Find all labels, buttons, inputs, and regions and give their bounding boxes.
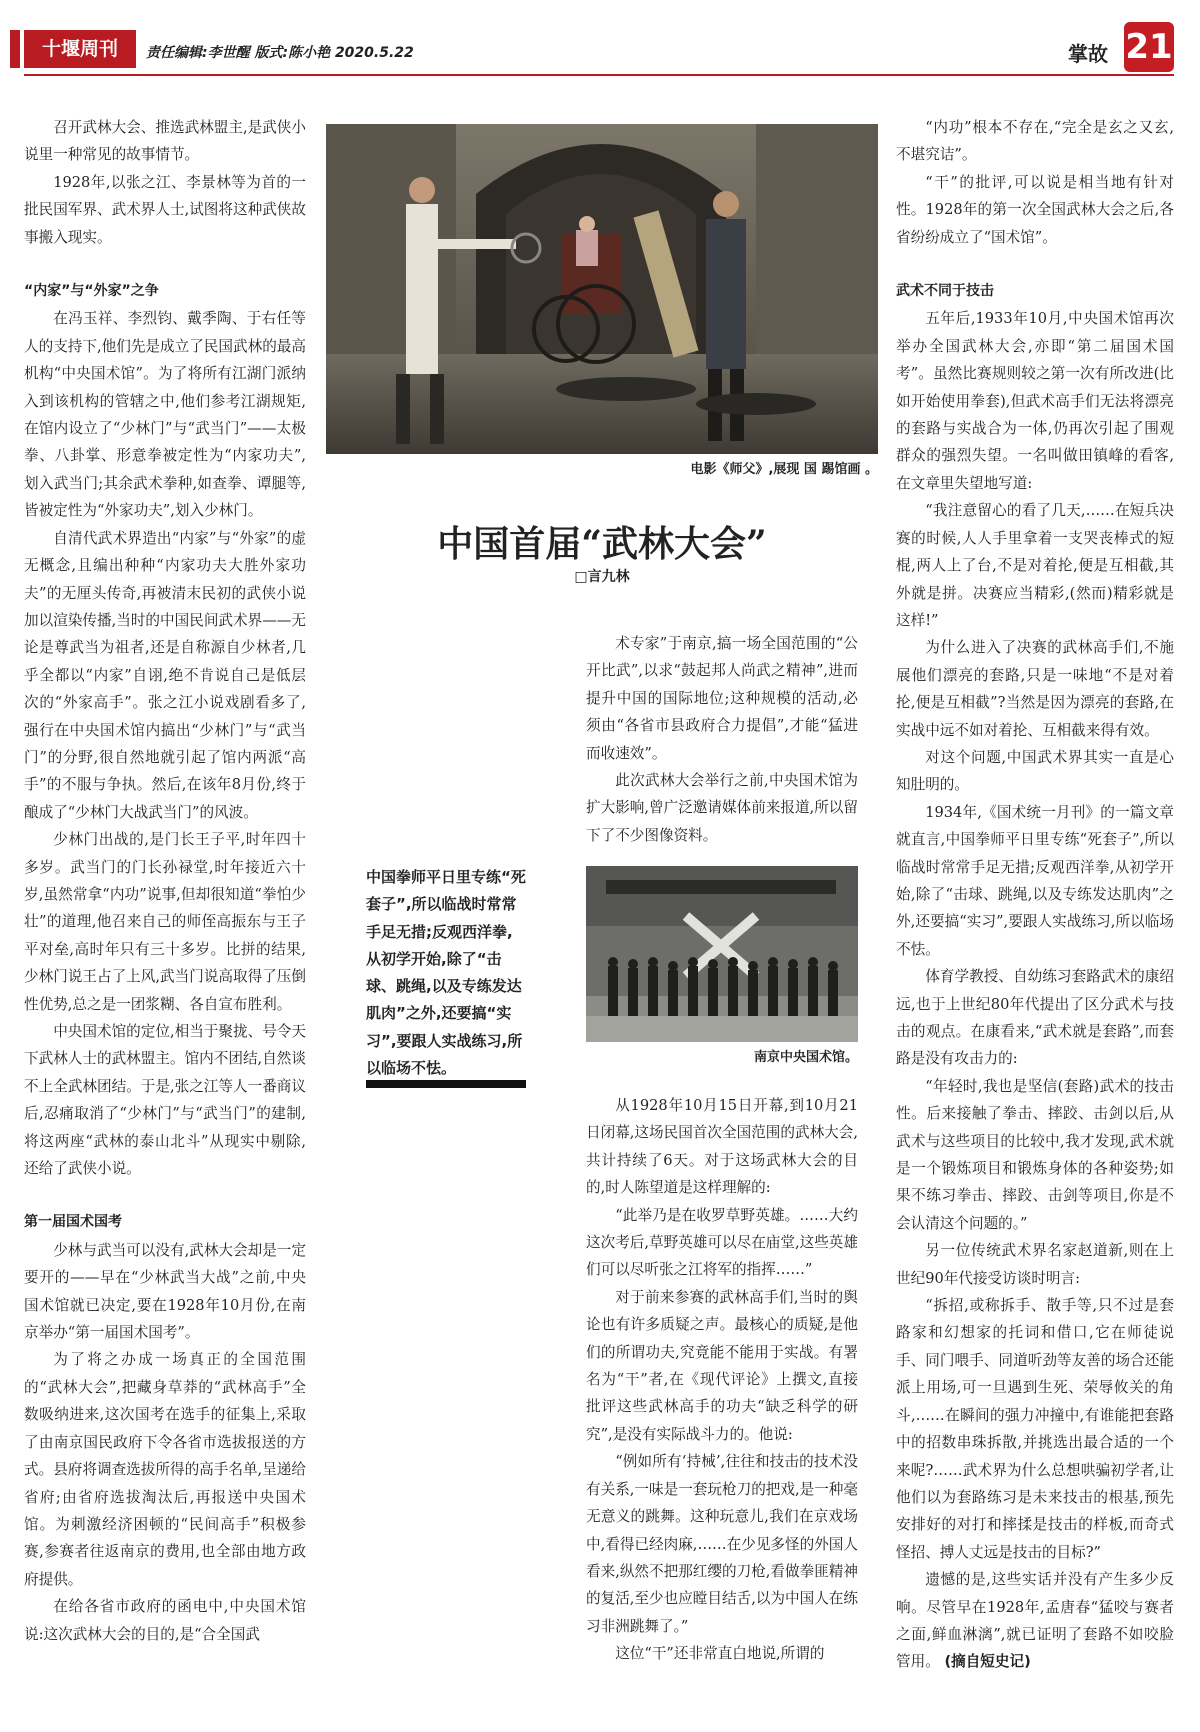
paragraph: 1934年,《国术统一月刊》的一篇文章就直言,中国拳师平日里专练“死套子”,所以临战时常常手足无措;反观西洋拳,从初学开始,除了“击球、跳绳,以及专练发达肌肉”之外,还要搞“实习”,要跟人实战练习,所以临场不怯。 — [896, 803, 1174, 958]
pull-quote: 中国拳师平日里专练“死套子”,所以临战时常常手足无措;反观西洋拳,从初学开始,除了“击球、跳绳,以及专练发达肌肉”之外,还要搞“实习”,要跟人实战练习,所以临场不怯。 — [366, 868, 526, 1078]
masthead-logo — [24, 30, 136, 68]
paragraph: 术专家”于南京,搞一场全国范围的“公开比武”,以求“鼓起邦人尚武之精神”,进而提升中国的国际地位;这种规模的活动,必须由“各省市县政府合力提倡”,才能“猛进而收速效”。 — [586, 635, 858, 762]
photo-caption: 电影《师父》,展现 国 踢馆画 。 — [690, 462, 878, 477]
photo-caption: 南京中央国术馆。 — [753, 1050, 858, 1065]
page-number: 21 — [1124, 22, 1174, 72]
paragraph: “例如所有‘持械’,往往和技击的技术没有关系,一味是一套玩枪刀的把戏,是一种毫无意义的跳舞。这种玩意儿,我们在京戏场中,看得已经肉麻,……在少见多怪的外国人看来,纵然不把那红缨的刀枪,看做拳匪精神的复活,至少也应瞠目结舌,以为中国人在练习非洲跳舞了。” — [586, 1453, 858, 1635]
article-column-3 — [896, 114, 1174, 1676]
subheading: “内家”与“外家”之争 — [24, 283, 159, 300]
article-column-1 — [24, 114, 306, 1648]
paragraph: 1928年,以张之江、李景林等为首的一批民国军界、武术界人士,试图将这种武侠故事搬入现实。 — [24, 173, 306, 246]
paragraph: 对于前来参赛的武林高手们,当时的舆论也有许多质疑之声。最核心的质疑,是他们的所谓功夫,究竟能不能用于实战。有署名为“干”者,在《现代评论》上撰文,直接批评这些武林高手的功夫“缺乏科学的研究”,是没有实际战斗力的。他说: — [586, 1288, 858, 1443]
paragraph — [896, 1566, 1174, 1676]
subheading: 武术不同于技击 — [896, 283, 994, 300]
paragraph: 中央国术馆的定位,相当于聚拢、号令天下武林人士的武林盟主。馆内不团结,自然谈不上全武林团结。于是,张之江等人一番商议后,忍痛取消了“少林门”与“武当门”的建制,将这两座“武林的泰山北斗”从现实中剔除,还给了武侠小说。 — [24, 1023, 306, 1178]
paragraph: 在给各省市政府的函电中,中央国术馆说:这次武林大会的目的,是“合全国武 — [24, 1598, 306, 1643]
historical-photo — [586, 866, 858, 1042]
paragraph: “年轻时,我也是坚信(套路)武术的技击性。后来接触了拳击、摔跤、击剑以后,从武术与这些项目的比较中,我才发现,武术就是一个锻炼项目和锻炼身体的各种姿势;如果不练习拳击、摔跤、击剑等项目,你是不会认清这个问题的。” — [896, 1077, 1174, 1232]
paragraph: 为了将之办成一场真正的全国范围的“武林大会”,把藏身草莽的“武林高手”全数吸纳进来,这次国考在选手的征集上,采取了由南京国民政府下令各省市选拔报送的方式。县府将调查选拔所得的高手名单,呈递给省府;由省府选拔淘汰后,再报送中央国术馆。为刺激经济困顿的“民间高手”积极参赛,参赛者往返南京的费用,也全部由地方政府提供。 — [24, 1351, 306, 1588]
paragraph: 对这个问题,中国武术界其实一直是心知肚明的。 — [896, 748, 1174, 794]
article-title: 中国首届“武林大会” — [437, 523, 767, 565]
section-label: 掌故 — [1068, 42, 1108, 66]
pull-quote-rule — [366, 1080, 526, 1088]
paragraph: “干”的批评,可以说是相当地有针对性。1928年的第一次全国武林大会之后,各省纷纷成立了“国术馆”。 — [896, 173, 1174, 246]
paragraph: “我注意留心的看了几天,……在短兵决赛的时候,人人手里拿着一支哭丧棒式的短棍,两人上了台,不是对着抡,便是互相截,其外就是拼。决赛应当精彩,(然而)精彩就是这样!” — [896, 502, 1174, 629]
paragraph: “拆招,或称拆手、散手等,只不过是套路家和幻想家的托词和借口,它在师徒说手、同门喂手、同道听劲等友善的场合还能派上用场,可一旦遇到生死、荣辱攸关的角斗,……在瞬间的强力冲撞中,有谁能把套路中的招数串珠拆散,并挑选出最合适的一个来呢?……武术界为什么总想哄骗初学者,让他们以为套路练习是未来技击的根基,预先安排好的对打和摔揉是技击的样板,而奇式怪招、搏人丈远是技击的目标?” — [896, 1297, 1174, 1561]
paragraph-text: 遗憾的是,这些实话并没有产生多少反响。尽管早在1928年,孟唐春“猛咬与赛者之面,鲜血淋漓”,就已证明了套路不如咬脸管用。 — [896, 1571, 1174, 1671]
paragraph: “此举乃是在收罗草野英雄。……大约这次考后,草野英雄可以尽在庙堂,这些英雄们可以尽听张之江将军的指挥……” — [586, 1206, 858, 1279]
subheading: 第一届国术国考 — [24, 1214, 122, 1231]
paragraph: 此次武林大会举行之前,中央国术馆为扩大影响,曾广泛邀请媒体前来报道,所以留下了不少图像资料。 — [586, 772, 858, 844]
paragraph: 为什么进入了决赛的武林高手们,不施展他们漂亮的套路,只是一味地“不是对着抡,便是互相截”?当然是因为漂亮的套路,在实战中远不如对着抡、互相截来得有效。 — [896, 639, 1174, 739]
paragraph: 少林与武当可以没有,武林大会却是一定要开的——早在“少林武当大战”之前,中央国术馆就已决定,要在1928年10月份,在南京举办“第一届国术国考”。 — [24, 1241, 306, 1342]
paragraph: 召开武林大会、推选武林盟主,是武侠小说里一种常见的故事情节。 — [24, 119, 306, 164]
film-still-photo — [326, 124, 878, 454]
paragraph: 从1928年10月15日开幕,到10月21日闭幕,这场民国首次全国范围的武林大会,共计持续了6天。对于这场武林大会的目的,时人陈望道是这样理解的: — [586, 1097, 858, 1197]
paragraph: 这位“干”还非常直白地说,所谓的 — [615, 1645, 825, 1663]
source-credit: (摘自短史记) — [944, 1653, 1031, 1671]
paragraph: 另一位传统武术界名家赵道新,则在上世纪90年代接受访谈时明言: — [896, 1242, 1174, 1287]
paragraph: 在冯玉祥、李烈钧、戴季陶、于右任等人的支持下,他们先是成立了民国武林的最高机构“中央国术馆”。为了将所有江湖门派纳入到该机构的管辖之中,他们参考江湖规矩,在馆内设立了“少林门”与“武当门”——太极拳、八卦掌、形意拳被定性为“内家功夫”,划入武当门;其余武术拳种,如查拳、谭腿等,皆被定性为“外家功夫”,划入少林门。 — [24, 310, 306, 520]
paragraph: “内功”根本不存在,“完全是玄之又玄,不堪究诘”。 — [896, 119, 1174, 164]
masthead-title: 十堰周刊 — [41, 38, 118, 60]
article-column-2-bottom — [586, 1092, 858, 1668]
paragraph: 体育学教授、自幼练习套路武术的康绍远,也于上世纪80年代提出了区分武术与技击的观点。在康看来,“武术就是套路”,而套路是没有攻击力的: — [896, 968, 1174, 1068]
article-column-2-top — [586, 630, 858, 849]
header-rule — [24, 74, 1174, 76]
paragraph: 五年后,1933年10月,中央国术馆再次举办全国武林大会,亦即“第二届国术国考”。虽然比赛规则较之第一次有所改进(比如开始使用拳套),但武术高手们无法将漂亮的套路与实战合为一体,仍再次引起了围观群众的强烈失望。一名叫做田镇峰的看客,在文章里失望地写道: — [896, 310, 1174, 492]
editor-credits: 责任编辑:李世醒 版式:陈小艳 2020.5.22 — [146, 45, 414, 61]
article-byline: □言九林 — [574, 569, 630, 585]
paragraph: 自清代武术界造出“内家”与“外家”的虚无概念,且编出种种“内家功夫大胜外家功夫”的无厘头传奇,再被清末民初的武侠小说加以渲染传播,当时的中国民间武术界——无论是尊武当为祖者,还是自称源自少林者,几乎全都以“内家”自诩,绝不肯说自己是低层次的“外家高手”。张之江小说戏剧看多了,强行在中央国术馆内搞出“少林门”与“武当门”的分野,很自然地就引起了馆内两派“高手”的不服与争执。然后,在该年8月份,终于酿成了“少林门大战武当门”的风波。 — [24, 529, 306, 821]
masthead-accent-bar — [10, 30, 20, 68]
paragraph: 少林门出战的,是门长王子平,时年四十多岁。武当门的门长孙禄堂,时年接近六十岁,虽然常拿“内功”说事,但却很知道“拳怕少壮”的道理,他召来自己的师侄高振东与王子平对垒,高时年只有三十多岁。比拼的结果,少林门说王占了上风,武当门说高取得了压倒性优势,总之是一团浆糊、各自宣布胜利。 — [24, 831, 306, 1013]
